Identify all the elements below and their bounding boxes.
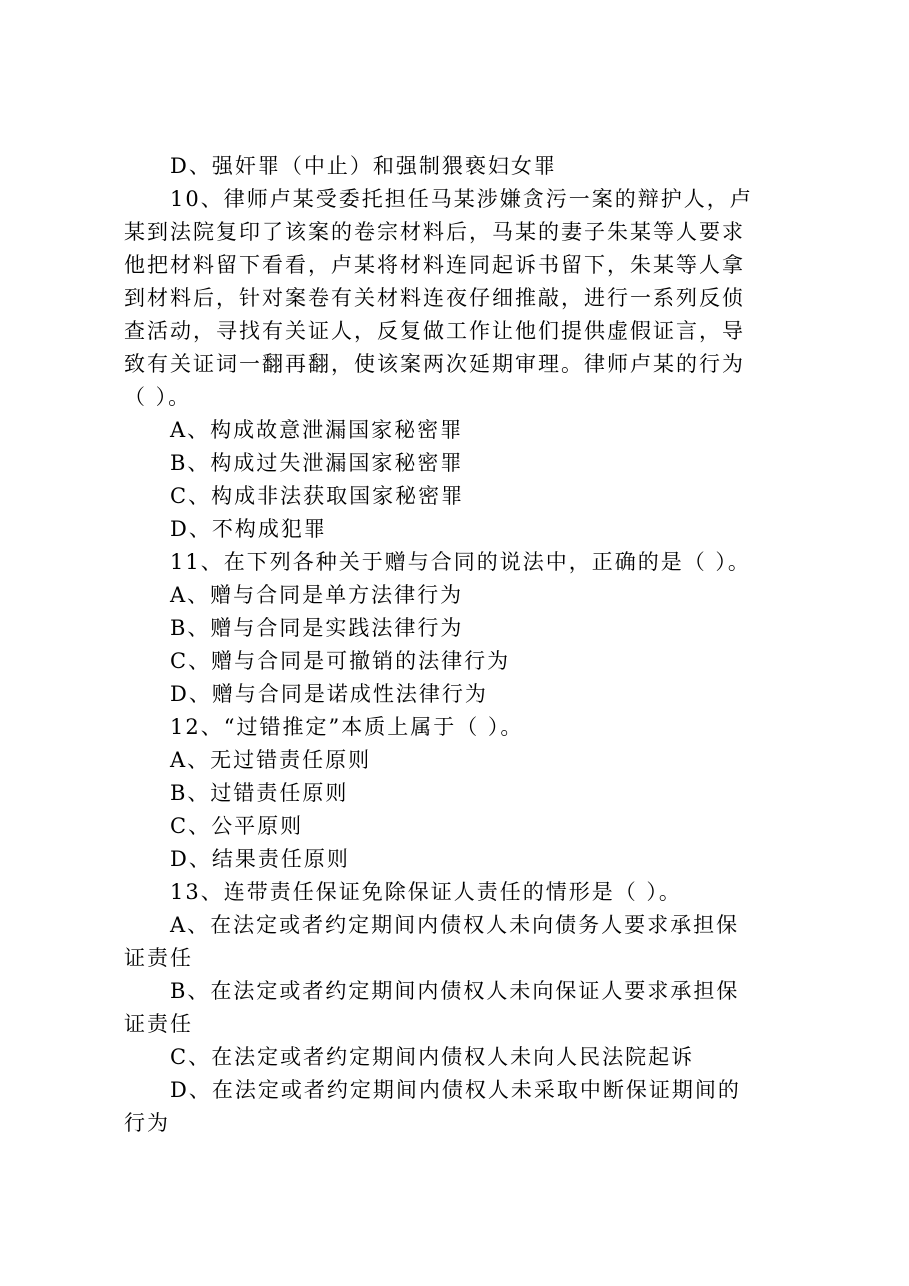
question-10-stem-line-4: 到材料后，针对案卷有关材料连夜仔细推敲，进行一系列反侦 (124, 286, 745, 310)
question-13-option-d-line-1: D、在法定或者约定期间内债权人未采取中断保证期间的 (170, 1078, 741, 1102)
question-10-stem-line-1: 10、律师卢某受委托担任马某涉嫌贪污一案的辩护人，卢 (170, 187, 753, 211)
question-10-stem-line-5: 查活动，寻找有关证人，反复做工作让他们提供虚假证言，导 (124, 319, 745, 343)
question-13-option-a-line-2: 证责任 (124, 946, 193, 970)
question-10 (124, 183, 796, 546)
question-10-stem-line-3: 他把材料留下看看，卢某将材料连同起诉书留下，朱某等人拿 (124, 253, 745, 277)
question-13-option-d-line-2: 行为 (124, 1111, 170, 1135)
question-13-option-b-line-1: B、在法定或者约定期间内债权人未向保证人要求承担保 (170, 979, 740, 1003)
question-10-option-b: B、构成过失泄漏国家秘密罪 (170, 451, 464, 475)
question-13-option-b-line-2: 证责任 (124, 1012, 193, 1036)
question-10-stem-line-7: （ ）。 (124, 385, 192, 409)
question-11 (124, 546, 796, 711)
prev-option-d: D、强奸罪（中止）和强制猥亵妇女罪 (170, 154, 557, 178)
question-11-option-c: C、赠与合同是可撤销的法律行为 (170, 649, 511, 673)
question-12 (124, 711, 796, 876)
question-10-stem-line-2: 某到法院复印了该案的卷宗材料后，马某的妻子朱某等人要求 (124, 220, 745, 244)
question-13-option-c: C、在法定或者约定期间内债权人未向人民法院起诉 (170, 1045, 695, 1069)
question-13-stem: 13、连带责任保证免除保证人责任的情形是（ ）。 (170, 880, 682, 904)
question-11-option-d: D、赠与合同是诺成性法律行为 (170, 682, 488, 706)
question-10-option-a: A、构成故意泄漏国家秘密罪 (170, 418, 464, 442)
question-12-option-c: C、公平原则 (170, 814, 304, 838)
exam-content (124, 150, 796, 1140)
question-11-option-a: A、赠与合同是单方法律行为 (170, 583, 464, 607)
question-10-option-c: C、构成非法获取国家秘密罪 (170, 484, 465, 508)
question-12-option-a: A、无过错责任原则 (170, 748, 372, 772)
question-10-stem-line-6: 致有关证词一翻再翻，使该案两次延期审理。律师卢某的行为 (124, 352, 745, 376)
question-10-option-d: D、不构成犯罪 (170, 517, 327, 541)
question-13 (124, 876, 796, 1140)
question-12-option-b: B、过错责任原则 (170, 781, 349, 805)
question-12-stem: 12、“过错推定”本质上属于（ ）。 (170, 715, 524, 739)
question-13-option-a-line-1: A、在法定或者约定期间内债权人未向债务人要求承担保 (170, 913, 740, 937)
question-11-stem: 11、在下列各种关于赠与合同的说法中，正确的是（ ）。 (170, 550, 751, 574)
question-11-option-b: B、赠与合同是实践法律行为 (170, 616, 464, 640)
question-12-option-d: D、结果责任原则 (170, 847, 350, 871)
